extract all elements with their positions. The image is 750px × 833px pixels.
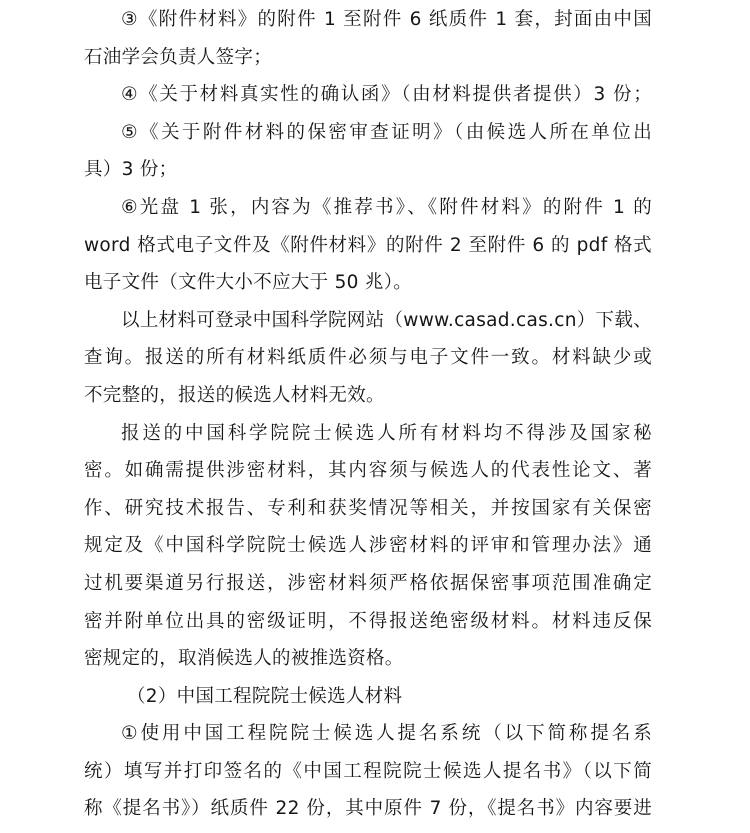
text-line: ④《关于材料真实性的确认函》（由材料提供者提供）3 份； xyxy=(121,84,652,106)
text-line: ①使用中国工程院院士候选人提名系统（以下简称提名系 xyxy=(121,723,652,745)
section-heading-cae xyxy=(84,678,652,716)
text-line: ⑥光盘 1 张，内容为《推荐书》、《附件材料》的附件 1 的 xyxy=(121,196,652,218)
text-line: 过机要渠道另行报送，涉密材料须严格依据保密事项范围准确定 xyxy=(84,572,652,594)
text-line: 以上材料可登录中国科学院网站（www.casad.cas.cn）下载、 xyxy=(121,309,652,331)
text-line: 密并附单位出具的密级证明，不得报送绝密级材料。材料违反保 xyxy=(84,610,652,632)
section-heading: （2）中国工程院院士候选人材料 xyxy=(127,685,403,707)
paragraph-authenticity-letter xyxy=(84,76,652,114)
text-line: 称《提名书》）纸质件 22 份，其中原件 7 份，《提名书》内容要进 xyxy=(84,798,652,820)
text-line: 查询。报送的所有材料纸质件必须与电子文件一致。材料缺少或 xyxy=(84,347,652,369)
text-line: word 格式电子文件及《附件材料》的附件 2 至附件 6 的 pdf 格式 xyxy=(84,234,652,256)
paragraph-secrecy xyxy=(84,415,652,678)
paragraph-confidentiality-certificate xyxy=(84,114,652,189)
text-line: 石油学会负责人签字； xyxy=(84,46,273,68)
paragraph-attachment-materials xyxy=(84,1,652,76)
text-line: 规定及《中国科学院院士候选人涉密材料的评审和管理办法》通 xyxy=(84,535,652,557)
text-line: 作、研究技术报告、专利和获奖情况等相关，并按国家有关保密 xyxy=(84,497,652,519)
paragraph-cd xyxy=(84,189,652,302)
text-line: 电子文件（文件大小不应大于 50 兆）。 xyxy=(84,272,413,294)
text-line: 密规定的，取消候选人的被推选资格。 xyxy=(84,648,404,670)
text-line: 不完整的，报送的候选人材料无效。 xyxy=(84,384,385,406)
paragraph-cae-system xyxy=(84,715,652,828)
paragraph-download xyxy=(84,302,652,415)
text-line: 统）填写并打印签名的《中国工程院院士候选人提名书》（以下简 xyxy=(84,760,652,782)
text-line: 具）3 份； xyxy=(84,159,178,181)
text-line: ⑤《关于附件材料的保密审查证明》（由候选人所在单位出 xyxy=(121,121,652,143)
text-line: 报送的中国科学院院士候选人所有材料均不得涉及国家秘 xyxy=(121,422,652,444)
document-body xyxy=(84,1,652,828)
text-line: 密。如确需提供涉密材料，其内容须与候选人的代表性论文、著 xyxy=(84,460,652,482)
text-line: ③《附件材料》的附件 1 至附件 6 纸质件 1 套，封面由中国 xyxy=(121,9,652,30)
